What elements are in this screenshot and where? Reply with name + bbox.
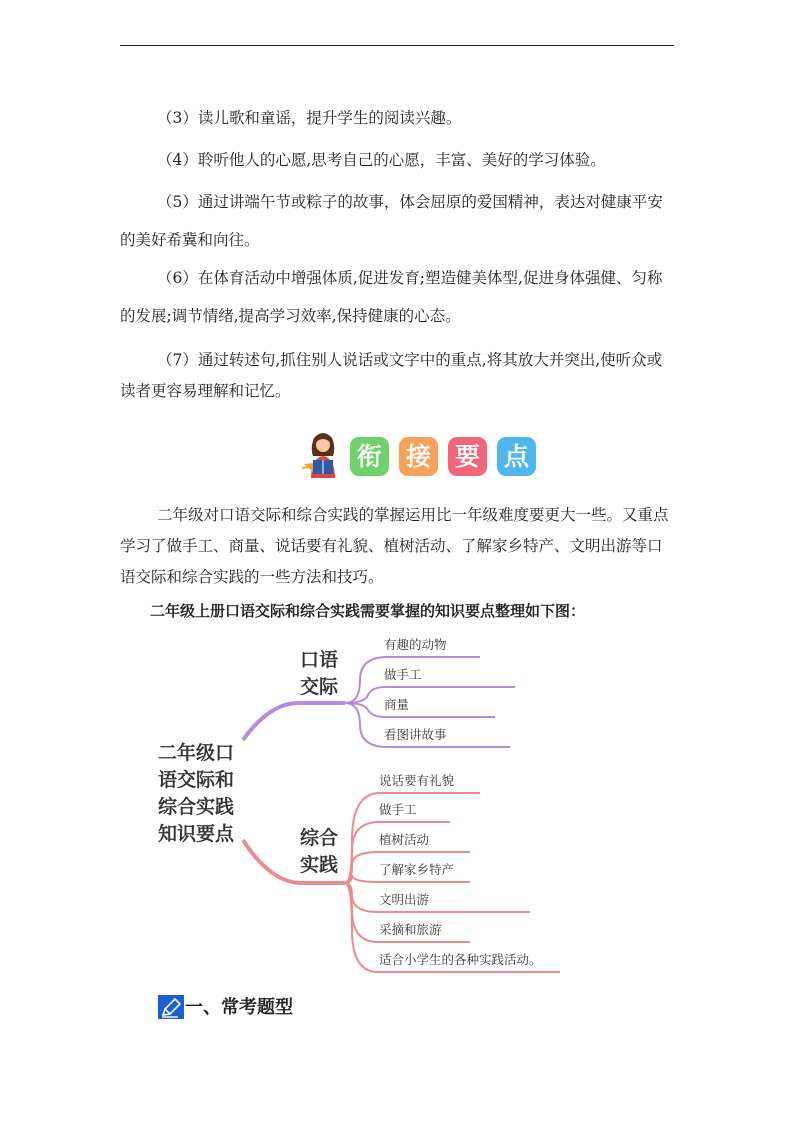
practice-item-3: 植树活动	[379, 832, 430, 847]
oral-item-3: 商量	[384, 697, 410, 712]
oral-branch-lines	[243, 657, 515, 747]
objective-4: （4）聆听他人的心愿,思考自己的心愿，丰富、美好的学习体验。	[157, 151, 606, 169]
banner-tile-1: 衔	[350, 437, 389, 476]
practice-item-2: 做手工	[379, 802, 417, 817]
intro-paragraph: 二年级对口语交际和综合实践的掌握运用比一年级难度要更大一些。又重点学习了做手工、商量、说话要有礼貌、植树活动、了解家乡特产、文明出游等口语交际和综合实践的一些方法和技巧。	[120, 506, 669, 586]
objective-3: （3）读儿歌和童谣，提升学生的阅读兴趣。	[157, 109, 462, 127]
banner-tile-3: 要	[448, 437, 487, 476]
banner-tile-4: 点	[497, 437, 536, 476]
mindmap-root-label: 二年级口语交际和综合实践知识要点	[158, 742, 235, 845]
root-to-oral-connector	[243, 703, 345, 740]
oral-leaf-line-3	[345, 703, 495, 717]
mindmap-branch-practice: 综合实践	[300, 827, 339, 876]
practice-item-4: 了解家乡特产	[379, 862, 455, 877]
practice-item-5: 文明出游	[379, 892, 430, 907]
practice-item-7: 适合小学生的各种实践活动。	[379, 952, 542, 967]
practice-item-1: 说话要有礼貌	[379, 773, 455, 788]
mindmap-caption: 二年级上册口语交际和综合实践需要掌握的知识要点整理如下图：	[150, 602, 586, 620]
pen-icon	[158, 995, 184, 1019]
objective-6: （6）在体育活动中增强体质,促进发育;塑造健美体型,促进身体强健、匀称的发展;调节情绪,提高学习效率,保持健康的心态。	[120, 269, 663, 325]
practice-branch-lines	[243, 793, 560, 972]
section-heading-label: 一、常考题型	[185, 997, 293, 1018]
oral-item-4: 看图讲故事	[384, 727, 447, 742]
oral-leaf-line-2	[345, 687, 515, 703]
practice-item-6: 采摘和旅游	[379, 922, 442, 937]
oral-item-1: 有趣的动物	[384, 637, 447, 652]
objective-7: （7）通过转述句,抓住别人说话或文字中的重点,将其放大并突出,使听众或读者更容易理解和记忆。	[120, 351, 663, 400]
oral-item-2: 做手工	[384, 667, 422, 682]
banner-tile-2: 接	[399, 437, 438, 476]
practice-leaf-line-5	[345, 883, 530, 912]
mindmap-branch-oral: 口语交际	[300, 649, 339, 698]
objective-5: （5）通过讲端午节或粽子的故事，体会屈原的爱国精神，表达对健康平安的美好希冀和向往。	[120, 193, 663, 249]
